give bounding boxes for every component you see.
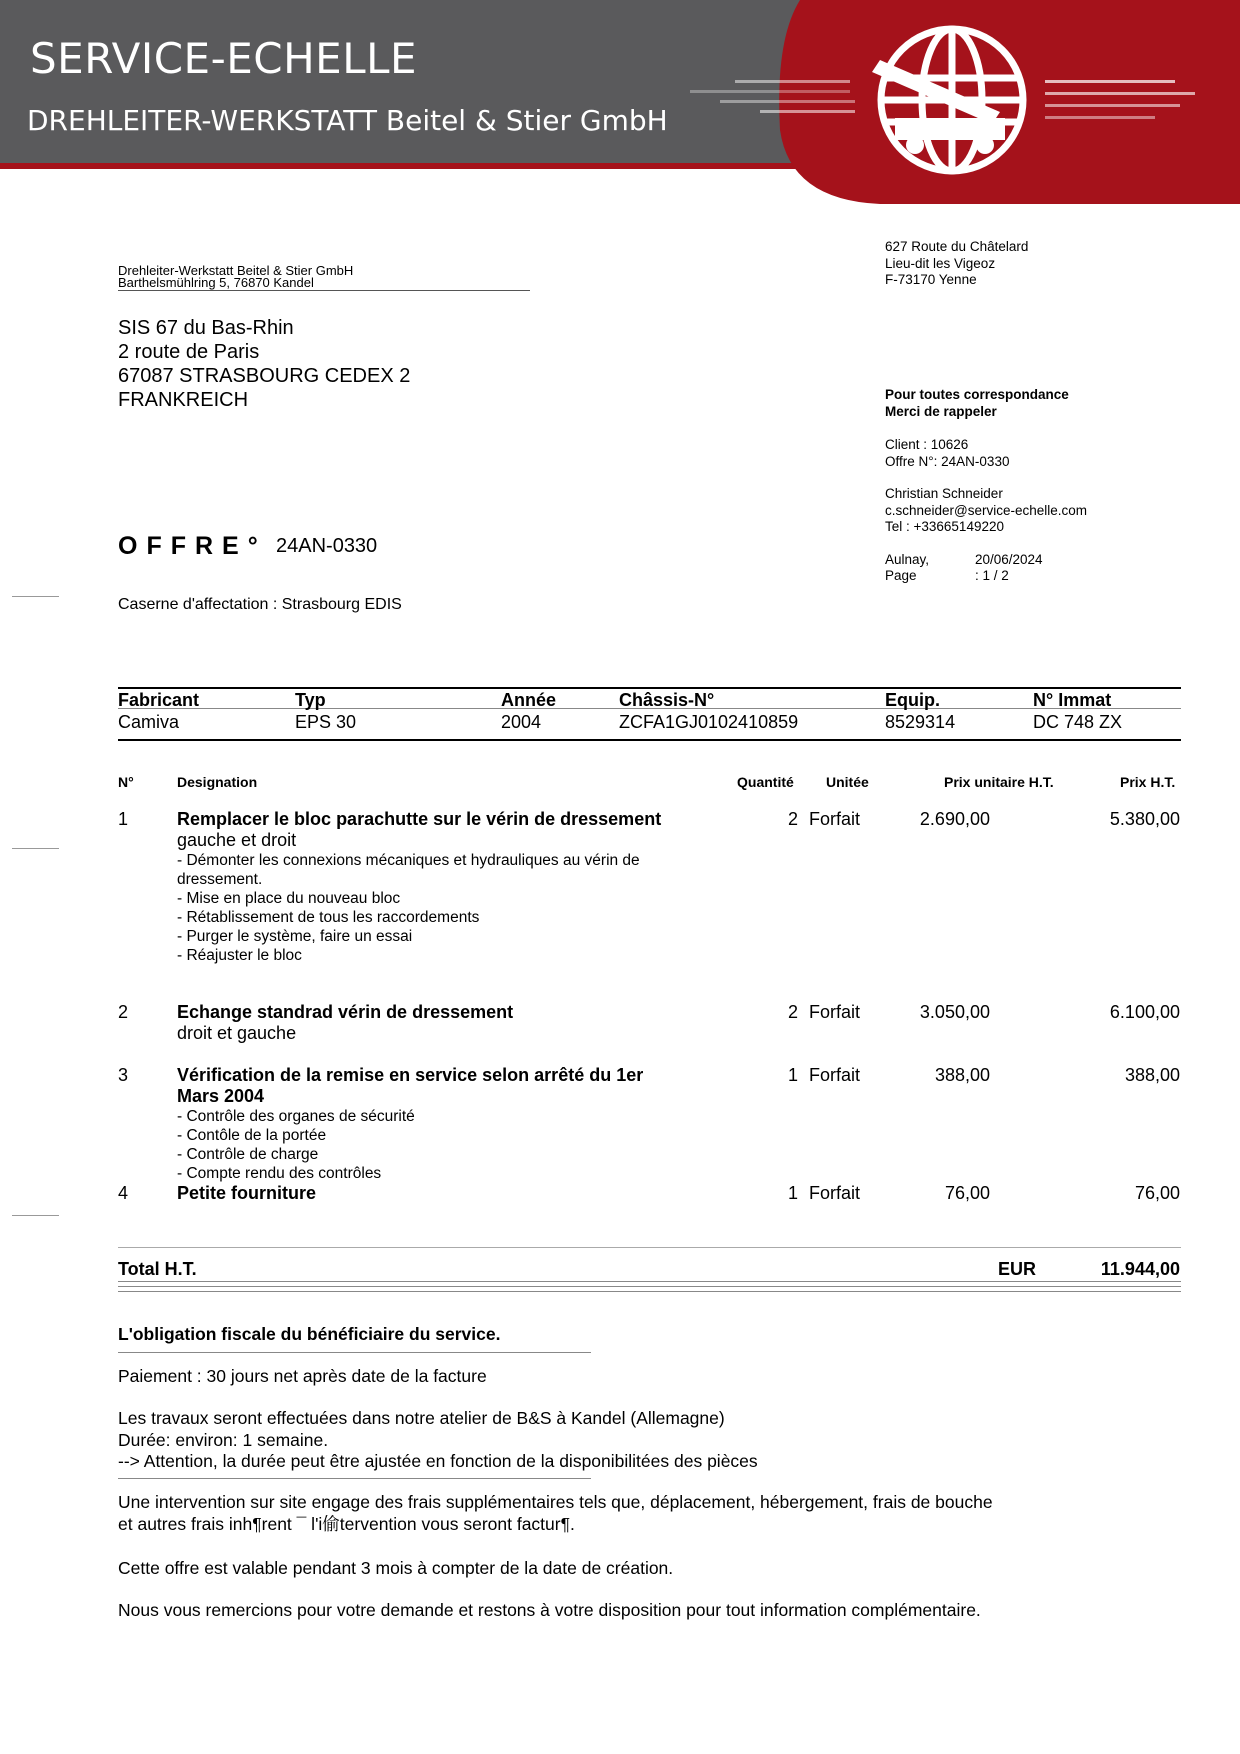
address-line: Lieu-dit les Vigeoz: [885, 255, 996, 271]
intervention-line: Une intervention sur site engage des frais supplémentaires tels que, déplacement, hébergement, frais de bouche: [118, 1492, 993, 1512]
sender-line-1: Drehleiter-Werkstatt Beitel & Stier GmbH: [118, 263, 354, 278]
fiscal-obligation: L'obligation fiscale du bénéficiaire du service.: [118, 1324, 501, 1344]
item-unit: Forfait: [809, 1065, 861, 1085]
fold-mark: [12, 1215, 59, 1216]
total-rule-1: [118, 1281, 1181, 1282]
offer-number: 24AN-0330: [276, 535, 378, 557]
vehicle-header: Typ: [295, 690, 326, 710]
total-rule-3: [118, 1291, 1181, 1292]
work-line: Durée: environ: 1 semaine.: [118, 1429, 329, 1450]
recipient-address: [118, 316, 410, 412]
detail-line: dressement.: [177, 871, 263, 888]
fiscal-rule: [118, 1352, 591, 1353]
reference-heading: Merci de rappeler: [885, 403, 997, 419]
recipient-line: FRANKREICH: [118, 389, 249, 411]
sender-line-2: Barthelsmühlring 5, 76870 Kandel: [118, 275, 314, 290]
vehicle-header: Equip.: [885, 690, 940, 710]
detail-line: - Contrôle des organes de sécurité: [177, 1108, 415, 1125]
vehicle-header: Année: [501, 690, 557, 710]
reference-heading: Pour toutes correspondance: [885, 387, 1069, 402]
detail-line: - Réajuster le bloc: [177, 947, 302, 964]
item-qty: 2: [787, 809, 798, 829]
item-price: 388,00: [1124, 1065, 1180, 1085]
detail-line: - Démonter les connexions mécaniques et hydrauliques au vérin de: [177, 852, 640, 869]
brand-subtitle: DREHLEITER-WERKSTATT Beitel & Stier GmbH: [27, 104, 668, 137]
reference-block: [885, 387, 1087, 585]
recipient-line: 67087 STRASBOURG CEDEX 2: [118, 365, 411, 387]
offer-title: OFFRE°: [118, 532, 267, 560]
payment-terms: Paiement : 30 jours net après date de la facture: [118, 1366, 487, 1386]
validity-note: Cette offre est valable pendant 3 mois à compter de la date de création.: [118, 1558, 674, 1578]
contact-email: c.schneider@service-echelle.com: [885, 502, 1088, 518]
vehicle-header: Châssis-N°: [619, 690, 715, 710]
sender-return-address: [118, 265, 530, 291]
total-currency: EUR: [998, 1259, 1037, 1279]
item-title: Vérification de la remise en service selon arrêté du 1er: [177, 1065, 644, 1085]
intervention-line: et autres frais inh¶rent ¯ l'i偷tervention vous seront factur¶.: [118, 1513, 575, 1534]
caserne-line: Caserne d'affectation : Strasbourg EDIS: [118, 596, 402, 613]
total-top-rule: [118, 1247, 1181, 1248]
detail-line: - Purger le système, faire un essai: [177, 928, 413, 945]
detail-line: - Compte rendu des contrôles: [177, 1165, 382, 1182]
detail-line: - Contrôle de charge: [177, 1146, 319, 1163]
item-details: [177, 851, 640, 965]
vehicle-manufacturer: Camiva: [118, 712, 180, 732]
item-qty: 1: [787, 1065, 798, 1085]
work-line: --> Attention, la durée peut être ajustée en fonction de la disponibilitées des pièces: [118, 1451, 758, 1471]
address-line: F-73170 Yenne: [885, 272, 977, 287]
item-title: Remplacer le bloc parachutte sur le vérin de dressement: [177, 809, 662, 829]
client-number: Client : 10626: [885, 437, 969, 452]
vehicle-header: Fabricant: [118, 690, 200, 710]
recipient-line: SIS 67 du Bas-Rhin: [118, 317, 294, 339]
recipient-line: 2 route de Paris: [118, 341, 260, 363]
vehicle-registration: DC 748 ZX: [1033, 712, 1123, 732]
letterhead-banner: [0, 0, 1240, 210]
company-address: [885, 239, 1028, 289]
address-line: 627 Route du Châtelard: [885, 239, 1029, 254]
item-number: 4: [118, 1183, 129, 1203]
item-title: Echange standrad vérin de dressement: [177, 1002, 514, 1022]
work-rule: [118, 1478, 591, 1479]
item-unit: Forfait: [809, 809, 861, 829]
item-qty: 1: [787, 1183, 798, 1203]
item-price: 5.380,00: [1109, 809, 1180, 829]
item-unit-price: 3.050,00: [919, 1002, 990, 1022]
item-details: [177, 1107, 415, 1183]
item-unit-price: 76,00: [944, 1183, 990, 1203]
item-number: 1: [118, 809, 129, 829]
item-subtitle: droit et gauche: [177, 1023, 297, 1043]
col-header-no: N°: [118, 774, 134, 790]
item-unit-price: 2.690,00: [919, 809, 990, 829]
vehicle-header: N° Immat: [1033, 690, 1112, 710]
vehicle-chassis: ZCFA1GJ0102410859: [619, 712, 799, 732]
item-title: Petite fourniture: [177, 1183, 317, 1203]
fold-mark: [12, 848, 59, 849]
vehicle-table-top-rule: [118, 687, 1181, 689]
vehicle-table-bottom-rule: [118, 739, 1181, 741]
detail-line: - Contôle de la portée: [177, 1127, 327, 1144]
place-label: Aulnay,: [885, 551, 930, 567]
contact-phone: Tel : +33665149220: [885, 519, 1004, 534]
detail-line: - Rétablissement de tous les raccordements: [177, 909, 480, 926]
item-number: 2: [118, 1002, 129, 1022]
page-label: Page: [885, 568, 917, 583]
total-label: Total H.T.: [118, 1259, 197, 1279]
col-header-designation: Designation: [177, 774, 258, 790]
col-header-qty: Quantité: [737, 774, 794, 790]
brand-title: SERVICE-ECHELLE: [30, 34, 418, 83]
item-qty: 2: [787, 1002, 798, 1022]
intervention-info: [118, 1492, 993, 1535]
work-line: Les travaux seront effectuées dans notre atelier de B&S à Kandel (Allemagne): [118, 1408, 725, 1428]
vehicle-type: EPS 30: [295, 712, 357, 732]
thanks-note: Nous vous remercions pour votre demande et restons à votre disposition pour tout information complémentaire.: [118, 1600, 981, 1620]
detail-line: - Mise en place du nouveau bloc: [177, 890, 401, 907]
item-number: 3: [118, 1065, 129, 1085]
total-value: 11.944,00: [1100, 1259, 1180, 1279]
vehicle-equip: 8529314: [885, 712, 956, 732]
vehicle-year: 2004: [501, 712, 542, 732]
offer-number-ref: Offre N°: 24AN-0330: [885, 453, 1010, 469]
total-rule-2: [118, 1286, 1181, 1287]
offer-date: 20/06/2024: [975, 551, 1043, 567]
col-header-price: Prix H.T.: [1120, 774, 1176, 790]
item-title-cont: Mars 2004: [177, 1086, 265, 1106]
fold-mark: [12, 596, 59, 597]
item-subtitle: gauche et droit: [177, 830, 297, 850]
page-number: : 1 / 2: [975, 568, 1009, 583]
contact-name: Christian Schneider: [885, 486, 1003, 501]
col-header-unit-price: Prix unitaire H.T.: [944, 774, 1054, 790]
work-info: [118, 1408, 758, 1473]
item-unit: Forfait: [809, 1183, 861, 1203]
item-price: 76,00: [1134, 1183, 1180, 1203]
item-unit-price: 388,00: [934, 1065, 990, 1085]
col-header-unit: Unitée: [826, 774, 869, 790]
item-price: 6.100,00: [1109, 1002, 1180, 1022]
item-unit: Forfait: [809, 1002, 861, 1022]
